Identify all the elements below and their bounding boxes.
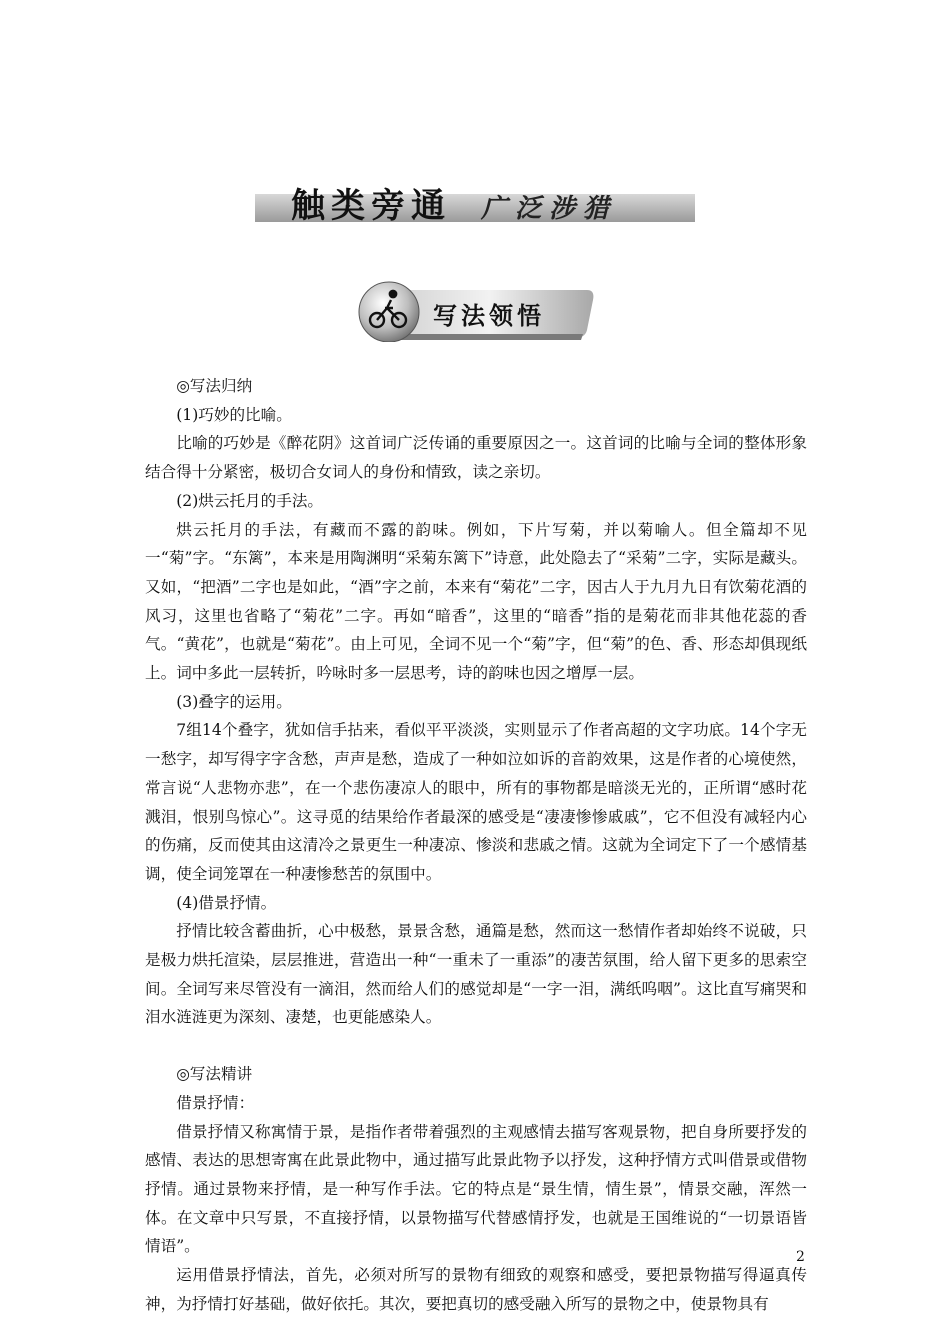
paragraph: 运用借景抒情法，首先，必须对所写的景物有细致的观察和感受，要把景物描写得逼真传神，为抒情打好基础，做好依托。其次，要把真切的感受融入所写的景物之中，使景物具有	[145, 1266, 807, 1313]
subheading: (3)叠字的运用。	[176, 692, 292, 711]
paragraph: 抒情比较含蓄曲折，心中极愁，景景含愁，通篇是愁，然而这一愁情作者却始终不说破，只是极力烘托渲染，层层推进，营造出一种“一重未了一重添”的凄苦氛围，给人留下更多的思索空间。全词写来尽管没有一滴泪，然而给人们的感觉却是“一字一泪，满纸呜咽”。这比直写痛哭和泪水涟涟更为深刻、凄楚，也更能感染人。	[145, 922, 807, 1027]
heading-summary: ◎写法归纳	[176, 377, 253, 395]
page-number: 2	[796, 1249, 805, 1265]
badge-label: 写法领悟	[433, 302, 545, 330]
paragraph: 借景抒情又称寓情于景，是指作者带着强烈的主观感情去描写客观景物，把自身所要抒发的感情、表达的思想寄寓在此景此物中，通过描写此景此物予以抒发，这种抒情方式叫借景或借物抒情。通过景物来抒情，是一种写作手法。它的特点是“景生情，情生景”，情景交融，浑然一体。在文章中只写景，不直接抒情，以景物描写代替感情抒发，也就是王国维说的“一切景语皆情语”。	[145, 1122, 807, 1256]
section-badge	[355, 278, 595, 342]
subheading: 借景抒情：	[176, 1093, 255, 1112]
subheading: (4)借景抒情。	[176, 893, 277, 912]
heading-explanation: ◎写法精讲	[176, 1065, 253, 1084]
article-body	[145, 372, 807, 1319]
section-banner	[255, 176, 695, 226]
banner-subtitle: 广泛涉猎	[481, 194, 618, 224]
subheading: (1)巧妙的比喻。	[176, 405, 292, 424]
paragraph: 比喻的巧妙是《醉花阴》这首词广泛传诵的重要原因之一。这首词的比喻与全词的整体形象结合得十分紧密，极切合女词人的身份和情致，读之亲切。	[145, 434, 807, 482]
banner-title: 触类旁通	[291, 186, 451, 226]
paragraph: 7组14个叠字，犹如信手拈来，看似平平淡淡，实则显示了作者高超的文字功底。14个字无一愁字，却写得字字含愁，声声是愁，造成了一种如泣如诉的音韵效果，这是作者的心境使然，常言说“人悲物亦悲”，在一个悲伤凄凉人的眼中，所有的事物都是暗淡无光的，正所谓“感时花溅泪，恨别鸟惊心”。这寻觅的结果给作者最深的感受是“凄凄惨惨戚戚”，它不但没有减轻内心的伤痛，反而使其由这清冷之景更生一种凄凉、惨淡和悲戚之情。这就为全词定下了一个感情基调，使全词笼罩在一种凄惨愁苦的氛围中。	[145, 721, 807, 883]
subheading: (2)烘云托月的手法。	[176, 491, 324, 510]
paragraph: 烘云托月的手法，有藏而不露的韵味。例如，下片写菊，并以菊喻人。但全篇却不见一“菊”字。“东篱”，本来是用陶渊明“采菊东篱下”诗意，此处隐去了“采菊”二字，实际是藏头。又如，“把酒”二字也是如此，“酒”字之前，本来有“菊花”二字，因古人于九月九日有饮菊花酒的风习，这里也省略了“菊花”二字。再如“暗香”，这里的“暗香”指的是菊花而非其他花蕊的香气。“黄花”，也就是“菊花”。由上可见，全词不见一个“菊”字，但“菊”的色、香、形态却俱现纸上。词中多此一层转折，吟咏时多一层思考，诗的韵味也因之增厚一层。	[145, 520, 807, 683]
